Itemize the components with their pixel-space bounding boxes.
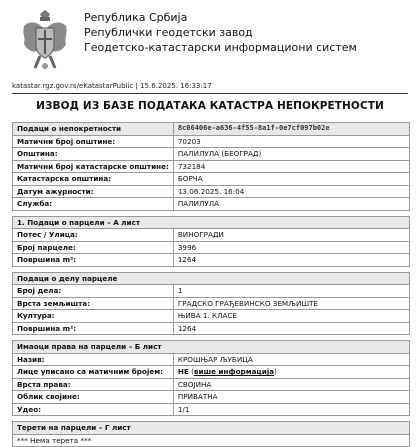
row-value: 732184 — [173, 160, 409, 173]
row-label: Општина: — [13, 148, 174, 161]
page-header — [0, 0, 420, 76]
row-label: Служба: — [13, 198, 174, 211]
row-label: Удео: — [13, 403, 174, 416]
table-row — [13, 403, 410, 416]
source-url: katastar.rgz.gov.rs/eKatastarPublic — [12, 82, 134, 90]
table-row — [13, 173, 410, 186]
table-row — [13, 185, 410, 198]
meta-separator: | — [135, 82, 138, 90]
table-row — [13, 241, 410, 254]
row-value: ВИНОГРАДИ — [173, 229, 409, 242]
part-header-row — [13, 272, 410, 285]
row-value: 70203 — [173, 135, 409, 148]
row-value: НЕ — [177, 367, 189, 377]
extract-table — [12, 122, 410, 447]
row-label: Врста земљишта: — [13, 297, 174, 310]
row-value-cell: НЕ (више информација) — [173, 366, 409, 379]
row-value: КРОШЊАР ЉУБИЦА — [173, 353, 409, 366]
row-label: Датум ажурности: — [13, 185, 174, 198]
table-row — [13, 310, 410, 323]
row-value: БОРЧА — [173, 173, 409, 186]
row-label: Врста права: — [13, 378, 174, 391]
rights-header-row — [13, 341, 410, 354]
print-datetime: 15.6.2025. 16:33:17 — [140, 82, 212, 90]
row-label: Матични број општине: — [13, 135, 174, 148]
row-value: 3996 — [173, 241, 409, 254]
table-row — [13, 135, 410, 148]
table-row — [13, 198, 410, 211]
table-row — [13, 434, 410, 447]
row-value: ПАЛИЛУЛА — [173, 198, 409, 211]
table-row — [13, 254, 410, 267]
row-label: Матични број катастарске општине: — [13, 160, 174, 173]
row-value: ГРАДСКО ГРАЂЕВИНСКО ЗЕМЉИШТЕ — [173, 297, 409, 310]
table-row — [13, 391, 410, 404]
row-label: Лице уписано са матичним бројем: — [13, 366, 174, 379]
row-value: ЊИВА 1. КЛАСЕ — [173, 310, 409, 323]
table-row — [13, 160, 410, 173]
section-header: Имаоци права на парцели – Б лист — [13, 341, 410, 354]
row-label: Број парцеле: — [13, 241, 174, 254]
property-header-row — [13, 123, 410, 136]
row-label: Култура: — [13, 310, 174, 323]
table-row — [13, 229, 410, 242]
system-name: Геодетско-катастарски информациони систем — [84, 41, 357, 54]
section-header: Подаци о непокретности — [13, 123, 174, 136]
row-value: 1264 — [173, 254, 409, 267]
row-label: Површина m²: — [13, 322, 174, 335]
row-label: Број дела: — [13, 285, 174, 298]
more-info-link[interactable]: више информација — [193, 367, 275, 377]
header-divider — [12, 93, 408, 94]
row-label: Назив: — [13, 353, 174, 366]
row-label: Површина m²: — [13, 254, 174, 267]
row-label: Катастарска општина: — [13, 173, 174, 186]
no-burdens-text: *** Нема терета *** — [13, 434, 410, 447]
section-header: 1. Подаци о парцели – А лист — [13, 216, 410, 229]
row-value: 1 — [173, 285, 409, 298]
table-row — [13, 378, 410, 391]
document-title: ИЗВОД ИЗ БАЗЕ ПОДАТАКА КАТАСТРА НЕПОКРЕТНОСТИ — [36, 100, 384, 112]
section-header: Терети на парцели – Г лист — [13, 422, 410, 435]
row-value: 1264 — [173, 322, 409, 335]
property-id: 8c06406e-a636-4f55-8a1f-0e7cf097b02e — [173, 123, 409, 136]
row-label: Облик својине: — [13, 391, 174, 404]
country-name: Република Србија — [84, 11, 188, 24]
table-row — [13, 366, 410, 379]
table-row — [13, 148, 410, 161]
coat-of-arms-icon — [20, 8, 70, 72]
row-value: 1/1 — [173, 403, 409, 416]
row-value: ПАЛИЛУЛА (БЕОГРАД) — [173, 148, 409, 161]
row-value: 13.06.2025. 16:04 — [173, 185, 409, 198]
section-header: Подаци о делу парцеле — [13, 272, 410, 285]
institution-name: Републички геодетски завод — [84, 26, 253, 39]
table-row — [13, 297, 410, 310]
source-meta — [12, 82, 212, 90]
table-row — [13, 322, 410, 335]
table-row — [13, 353, 410, 366]
row-label: Потес / Улица: — [13, 229, 174, 242]
parcel-header-row — [13, 216, 410, 229]
row-value: СВОЈИНА — [173, 378, 409, 391]
table-row — [13, 285, 410, 298]
row-value: ПРИВАТНА — [173, 391, 409, 404]
